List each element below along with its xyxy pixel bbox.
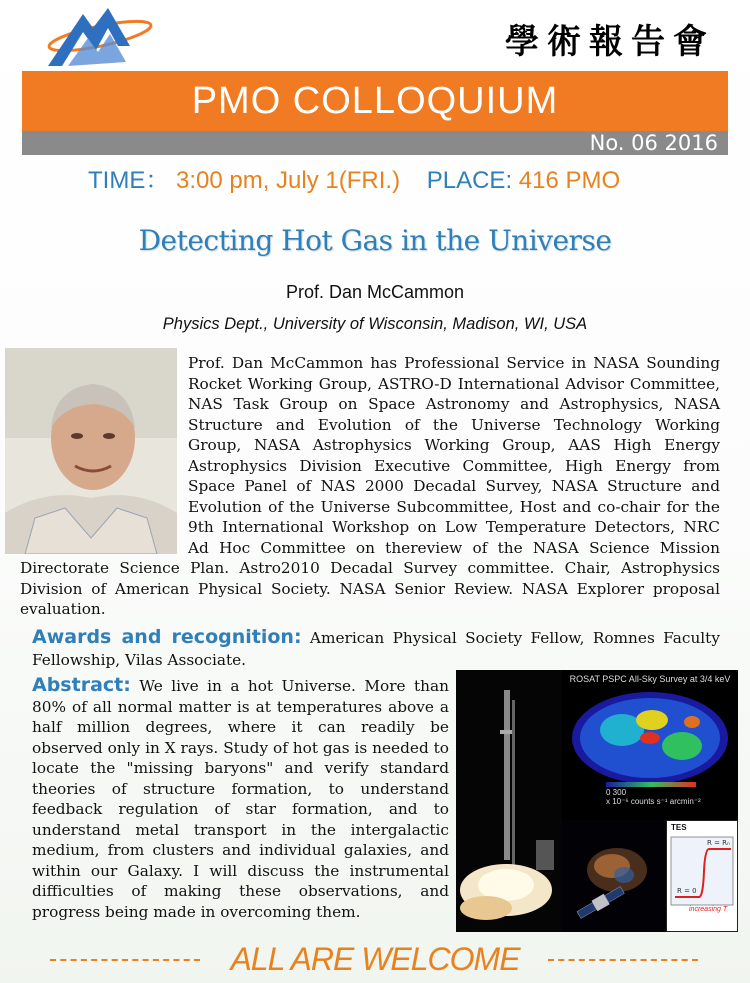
abstract-heading: Abstract: [32,674,131,696]
map-units: x 10⁻⁶ counts s⁻¹ arcmin⁻² [606,797,701,806]
pmo-logo [38,6,158,68]
speaker-bio [20,353,720,620]
map-title: ROSAT PSPC All-Sky Survey at 3/4 keV [569,674,731,684]
issue-bar [22,131,728,155]
colloquium-banner [22,71,728,131]
tes-label: TES [671,823,687,832]
footer-welcome: ALL ARE WELCOME [230,941,520,977]
rosat-sky-map [562,670,738,820]
abstract-text: We live in a hot Universe. More than 80% of all normal matter is at temperatures above a half million degrees, where it can readily be observed only in X rays. Study of hot gas is needed to locate the "missing baryons" and verify standard theories of structure formation, to understand feedback regulation of star formation, and to understand metal transport in the intergalactic medium, from clusters and individual galaxies, and within our Galaxy. I will discuss the instrumental difficulties of making these observations, and progress being made in overcoming them. [32,677,449,921]
bio-text: Prof. Dan McCammon has Professional Service in NASA Sounding Rocket Working Group, ASTRO-D International Advisor Committee, NAS Task Group on Space Astronomy and Astrophysics, NASA Structure and Evolution of the Universe Technology Working Group, NASA Astrophysics Working Group, AAS High Energy Astrophysics Division Executive Committee, High Energy from Space Panel of NAS 2000 Decadal Survey, NASA Structure and Evolution of the Universe Subcommittee, Host and co-chair for the 9th International Workshop on Low Temperature Detectors, NRC Ad Hoc Committee on thereview of the NASA Science Mission Directorate Science Plan. Astro2010 Decadal Survey committee. Chair, Astrophysics Division of American Physical Society. NASA Senior Review. NASA Explorer proposal evaluation. [20,354,720,618]
tes-bottom-label: R = 0 [677,887,697,895]
map-colorbar-labels [606,788,701,806]
rocket-launch-image [456,670,562,932]
awards-text: American Physical Society Fellow, Romnes Faculty Fellowship, Vilas Associate. [32,629,720,669]
speaker-affiliation: Physics Dept., University of Wisconsin, Madison, WI, USA [162,315,588,333]
map-colorbar-ticks: 0 300 [606,788,627,797]
abstract-section [32,675,449,922]
time-value: 3:00 pm, July 1(FRI.) [176,167,401,194]
chinese-title: 學術報告會 [505,22,715,62]
speaker-name: Prof. Dan McCammon [285,282,465,302]
place-value: 416 PMO [518,167,621,194]
awards-section [32,626,720,671]
footer [0,937,750,981]
issue-number: No. 06 2016 [589,131,718,155]
satellite-image [562,820,666,932]
awards-heading: Awards and recognition: [32,626,302,648]
banner-title: PMO COLLOQUIUM [191,80,559,122]
event-info [88,160,620,195]
talk-title: Detecting Hot Gas in the Universe [138,224,612,257]
place-label: PLACE: [426,167,513,194]
time-label: TIME： [88,167,170,194]
tes-top-label: R = Rₙ [707,839,730,847]
tes-axis-label: increasing T [689,906,728,913]
tes-transition-plot [666,820,738,932]
